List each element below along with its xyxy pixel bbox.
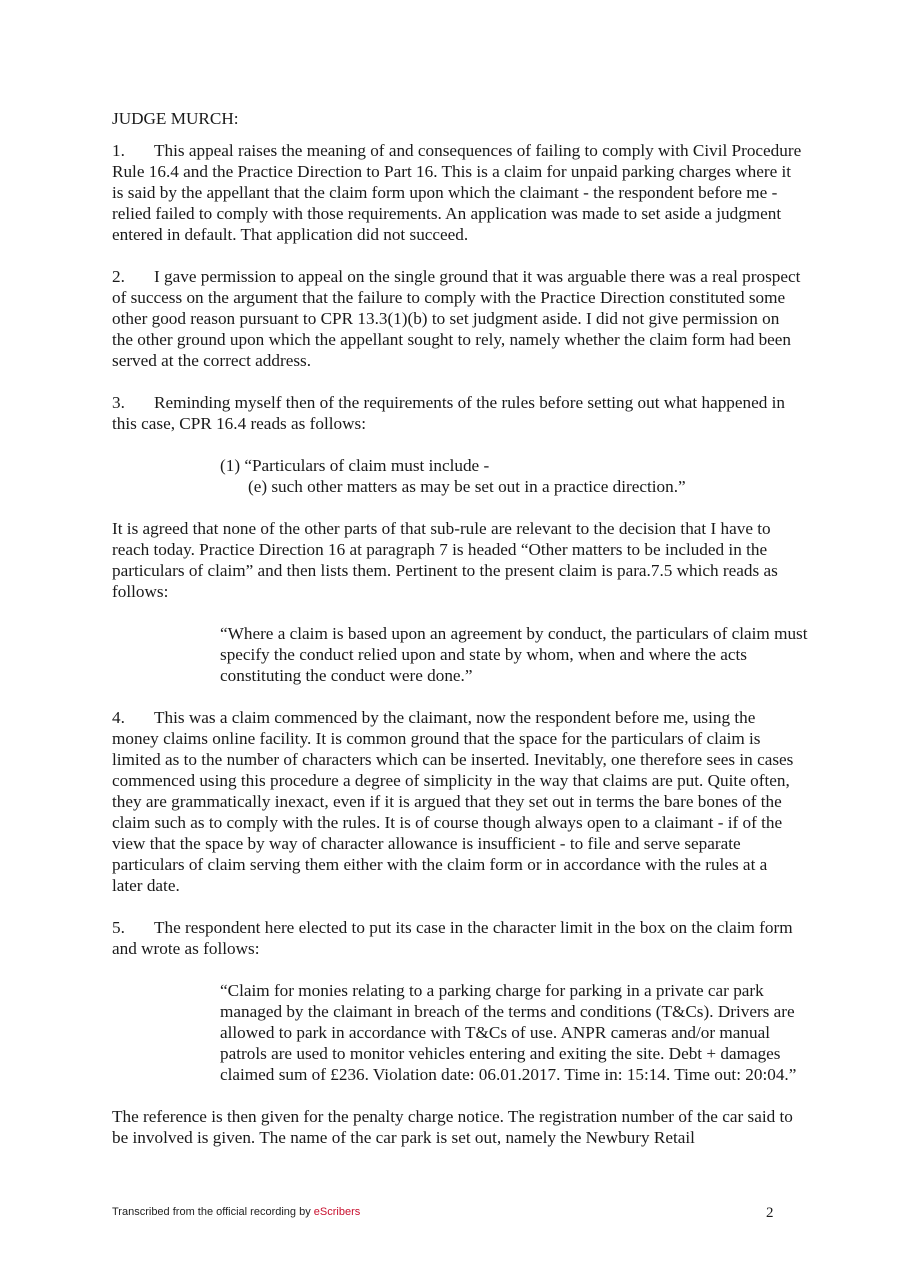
paragraph-number: 2. (112, 267, 125, 286)
paragraph-5-continued: The reference is then given for the penalty charge notice. The registration number of the car said to be involved is given. The name of the car park is set out, namely the Newbury Retail (112, 1107, 793, 1147)
document-body (112, 108, 808, 1148)
escribers-brand: eScribers (313, 1206, 361, 1218)
paragraph-number: 3. (112, 393, 125, 412)
paragraph-number: 1. (112, 141, 125, 160)
paragraph-3-continued: It is agreed that none of the other parts of that sub-rule are relevant to the decision that I have to reach today. Practice Direction 16 at paragraph 7 is headed “Other matters to be included in the particulars of claim” and then lists them. Pertinent to the present claim is para.7.5 which reads as follows: (112, 519, 778, 601)
paragraph-3 (112, 392, 802, 434)
paragraph-text: I gave permission to appeal on the single ground that it was arguable there was a real prospect of success on the argument that the failure to comply with the Practice Direction constituted some other good reason pursuant to CPR 13.3(1)(b) to set judgment aside. I did not give permission on the other ground upon which the appellant sought to rely, namely whether the claim form had been served at the correct address. (112, 267, 801, 370)
rule-list-line: (1) “Particulars of claim must include - (220, 456, 490, 475)
footer-prefix: Transcribed from the official recording by (112, 1206, 314, 1218)
paragraph-number: 5. (112, 918, 125, 937)
paragraph-5 (112, 917, 802, 959)
transcription-footer (112, 1206, 782, 1218)
claim-form-quote: “Claim for monies relating to a parking charge for parking in a private car park managed by the claimant in breach of the terms and conditions (T&Cs). Drivers are allowed to park in accordance with T&Cs of use. ANPR cameras and/or manual patrols are used to monitor vehicles entering and exiting the site. Debt + damages claimed sum of £236. Violation date: 06.01.2017. Time in: 15:14. Time out: 20:04.” (220, 981, 797, 1084)
page-number: 2 (766, 1205, 774, 1221)
paragraph-4 (112, 707, 802, 896)
rule-list-subline: (e) such other matters as may be set out in a practice direction.” (248, 477, 686, 496)
speaker-heading: JUDGE MURCH: (112, 109, 239, 128)
practice-direction-quote: “Where a claim is based upon an agreement by conduct, the particulars of claim must specify the conduct relied upon and state by whom, when and where the acts constituting the conduct were done.” (220, 624, 808, 685)
paragraph-2 (112, 266, 802, 371)
paragraph-text: The respondent here elected to put its case in the character limit in the box on the claim form and wrote as follows: (112, 918, 793, 958)
paragraph-text: This appeal raises the meaning of and consequences of failing to comply with Civil Procedure Rule 16.4 and the Practice Direction to Part 16. This is a claim for unpaid parking charges where it is said by the appellant that the claim form upon which the claimant - the respondent before me - relied failed to comply with those requirements. An application was made to set aside a judgment entered in default. That application did not succeed. (112, 141, 802, 244)
rule-quote-list (220, 455, 802, 497)
paragraph-text: This was a claim commenced by the claimant, now the respondent before me, using the money claims online facility. It is common ground that the space for the particulars of claim is limited as to the number of characters which can be inserted. Inevitably, one therefore sees in cases commenced using this procedure a degree of simplicity in the way that claims are put. Quite often, they are grammatically inexact, even if it is argued that they set out in terms the bare bones of the claim such as to comply with the rules. It is of course though always open to a claimant - if of the view that the space by way of character allowance is insufficient - to file and serve separate particulars of claim serving them either with the claim form or in accordance with the rules at a later date. (112, 708, 794, 895)
paragraph-text: Reminding myself then of the requirements of the rules before setting out what happened in this case, CPR 16.4 reads as follows: (112, 393, 785, 433)
paragraph-number: 4. (112, 708, 125, 727)
paragraph-1 (112, 140, 802, 245)
